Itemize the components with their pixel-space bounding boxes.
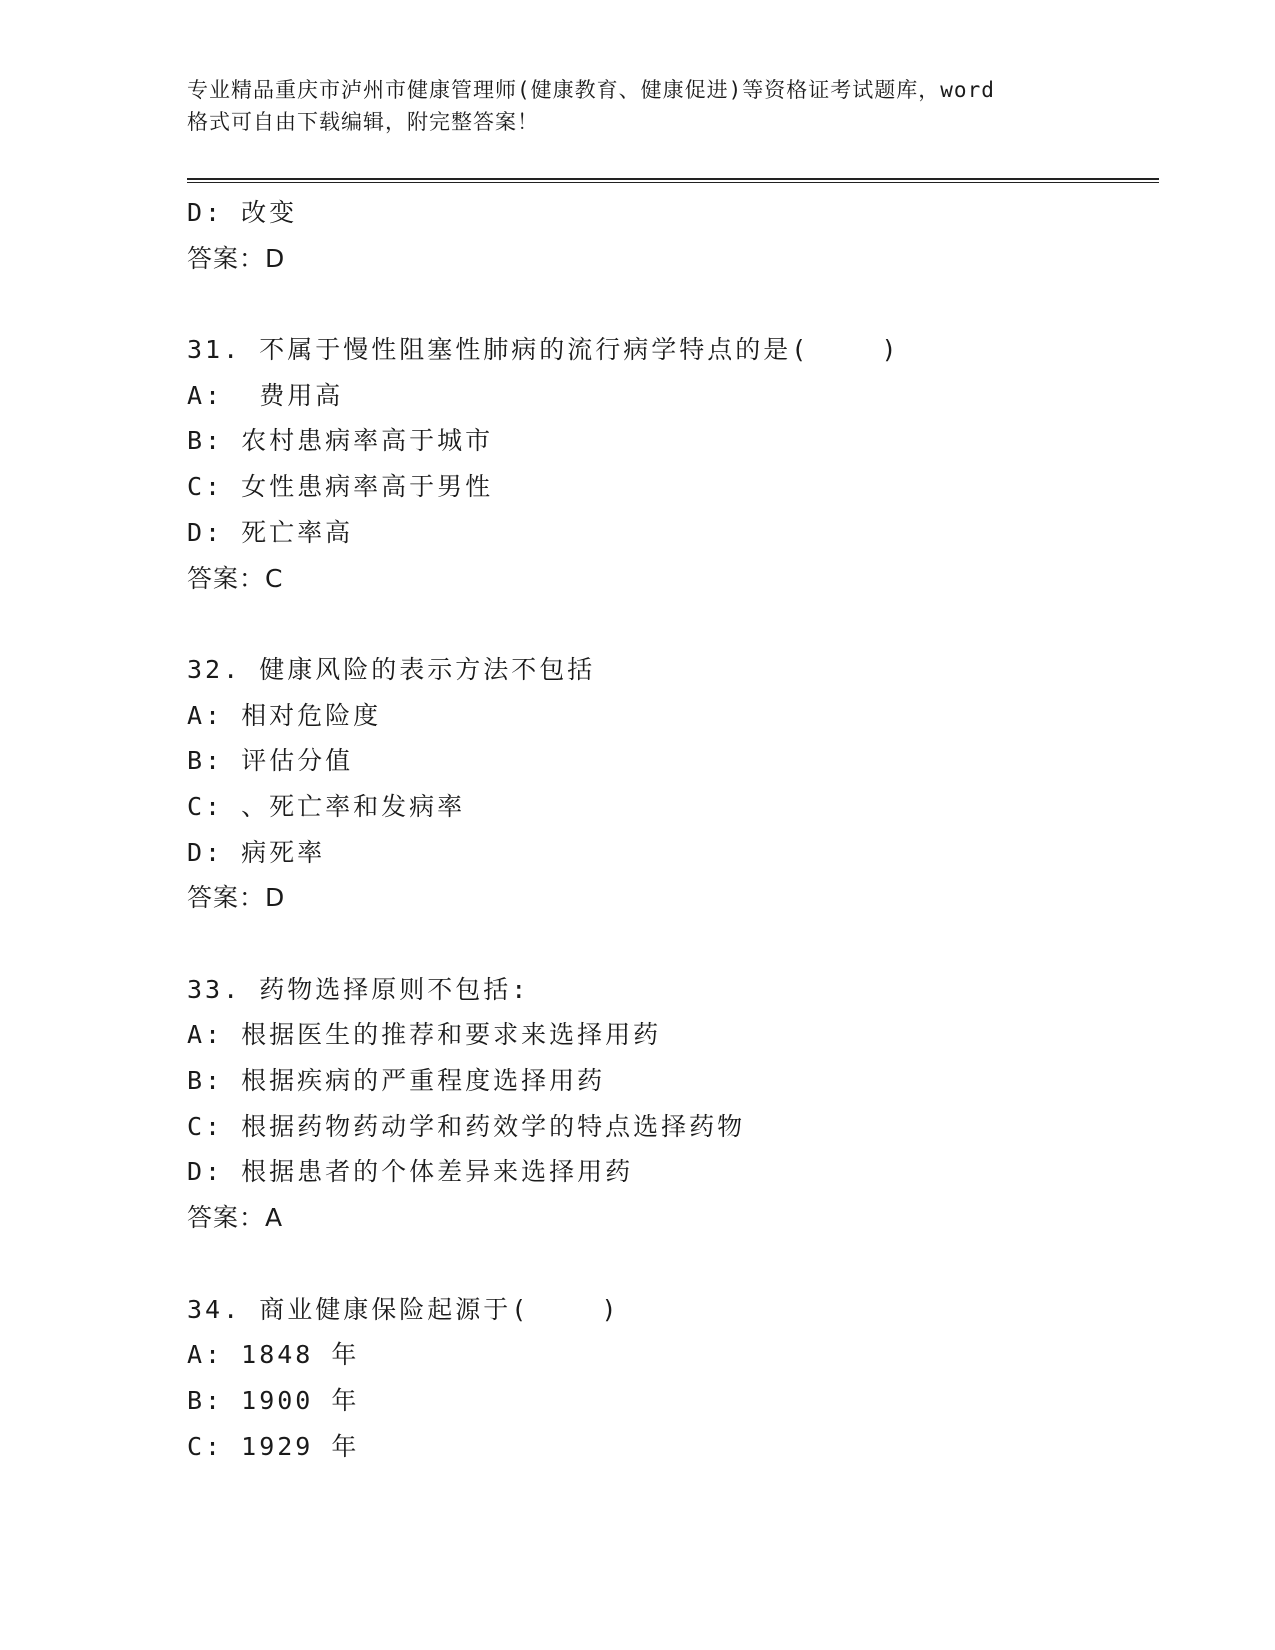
option-c: C: 女性患病率高于男性 [187, 472, 494, 502]
spacer [187, 1241, 1147, 1287]
option-b: B: 农村患病率高于城市 [187, 426, 494, 456]
spacer [187, 601, 1147, 647]
question-stem: 32. 健康风险的表示方法不包括 [187, 654, 596, 684]
option-d: D: 改变 [187, 198, 298, 227]
option-d: D: 病死率 [187, 837, 326, 867]
document-header [187, 74, 1107, 138]
question-30-tail [187, 190, 1147, 281]
header-line-1: 专业精品重庆市泸州市健康管理师(健康教育、健康促进)等资格证考试题库，word [187, 78, 995, 102]
spacer [187, 281, 1147, 327]
option-a: A: 费用高 [187, 380, 344, 410]
question-stem: 33. 药物选择原则不包括: [187, 974, 530, 1004]
option-c: C: 根据药物药动学和药效学的特点选择药物 [187, 1111, 746, 1141]
option-d: D: 死亡率高 [187, 517, 354, 547]
question-stem: 31. 不属于慢性阻塞性肺病的流行病学特点的是( ) [187, 335, 900, 365]
option-a: A: 相对危险度 [187, 700, 382, 730]
option-b: B: 评估分值 [187, 746, 354, 776]
answer-line: 答案：C [187, 563, 284, 593]
option-b: B: 根据疾病的严重程度选择用药 [187, 1066, 606, 1096]
question-list [187, 190, 1147, 1469]
option-b: B: 1900 年 [187, 1385, 360, 1415]
spacer [187, 921, 1147, 967]
option-d: D: 根据患者的个体差异来选择用药 [187, 1157, 634, 1187]
question-33 [187, 967, 1147, 1241]
option-c: C: 、死亡率和发病率 [187, 791, 466, 821]
question-32 [187, 647, 1147, 921]
question-31 [187, 327, 1147, 601]
option-a: A: 根据医生的推荐和要求来选择用药 [187, 1020, 662, 1050]
answer-line: 答案：D [187, 883, 286, 913]
header-line-2: 格式可自由下载编辑，附完整答案！ [187, 110, 539, 134]
answer-line: 答案：A [187, 1203, 284, 1233]
question-34 [187, 1287, 1147, 1470]
header-divider-thick [187, 178, 1159, 180]
header-divider-thin [187, 182, 1159, 183]
answer-line: 答案：D [187, 243, 286, 273]
option-c: C: 1929 年 [187, 1431, 360, 1461]
question-stem: 34. 商业健康保险起源于( ) [187, 1294, 620, 1324]
option-a: A: 1848 年 [187, 1340, 360, 1370]
